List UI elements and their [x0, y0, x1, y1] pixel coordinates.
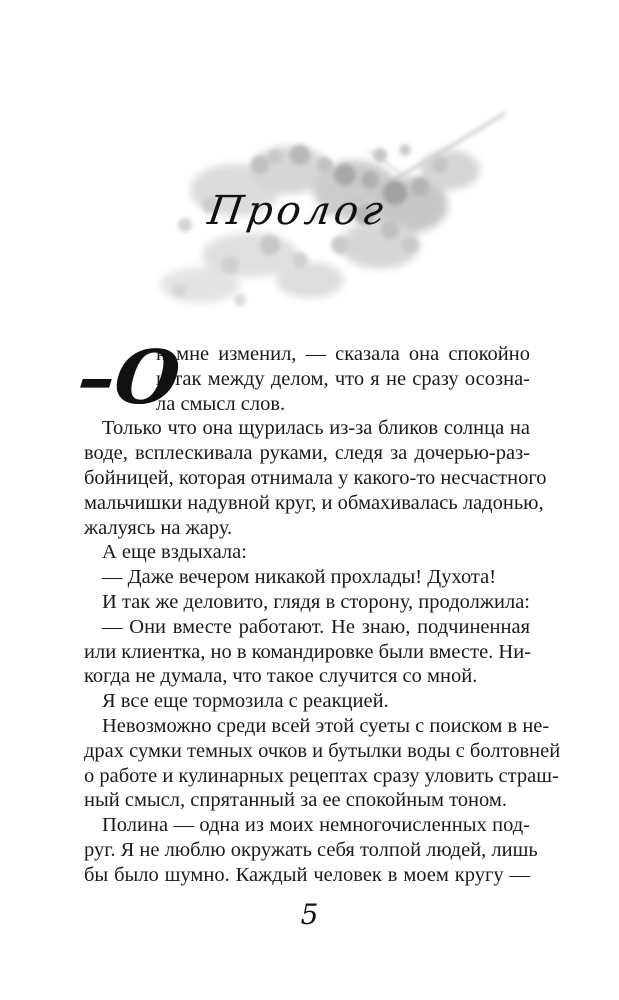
- chapter-title: Пролог: [205, 188, 390, 234]
- text-line: драх сумки темных очков и бутылки воды с болтовней: [84, 739, 561, 762]
- text-line: Невозможно среди всей этой суеты с поиском в не-: [102, 714, 550, 737]
- text-line: ла смысл слов.: [156, 392, 286, 415]
- page-number: 5: [300, 898, 319, 931]
- text-line: руг. Я не люблю окружать себя толпой людей, лишь: [84, 838, 538, 861]
- text-line: или клиентка, но в командировке были вместе. Ни-: [84, 640, 532, 663]
- text-line: ный смысл, спрятанный за ее спокойным тоном.: [84, 789, 507, 812]
- text-line: — Даже вечером никакой прохлады! Духота!: [102, 566, 497, 589]
- text-line: бы было шумно. Каждый человек в моем кругу —: [84, 863, 530, 886]
- text-line: И так же деловито, глядя в сторону, продолжила:: [102, 590, 530, 613]
- text-line: бойницей, которая отнимала у какого-то несчастного: [84, 466, 547, 489]
- text-line: Только что она щурилась из-за бликов солнца на: [102, 417, 530, 440]
- text-line: жалуясь на жару.: [84, 516, 233, 539]
- text-line: — Они вместе работают. Не знаю, подчиненная: [102, 615, 530, 638]
- text-line: н мне изменил, — сказала она спокойно: [156, 343, 530, 365]
- text-line: и так между делом, что я не сразу осозна-: [156, 367, 530, 390]
- text-line: Полина — одна из моих немногочисленных под-: [102, 814, 530, 837]
- body-text: [73, 335, 561, 888]
- drop-cap: –О: [73, 335, 184, 421]
- text-line: Я все еще тормозила с реакцией.: [102, 690, 389, 713]
- text-line: о работе и кулинарных рецептах сразу уловить страш-: [84, 764, 559, 787]
- text-line: воде, всплескивала руками, следя за дочерью-раз-: [84, 442, 530, 465]
- text-line: мальчишки надувной круг, и обмахивалась ладонью,: [84, 491, 544, 514]
- text-line: А еще вздыхала:: [102, 541, 247, 564]
- text-line: когда не думала, что такое случится со мной.: [84, 665, 478, 688]
